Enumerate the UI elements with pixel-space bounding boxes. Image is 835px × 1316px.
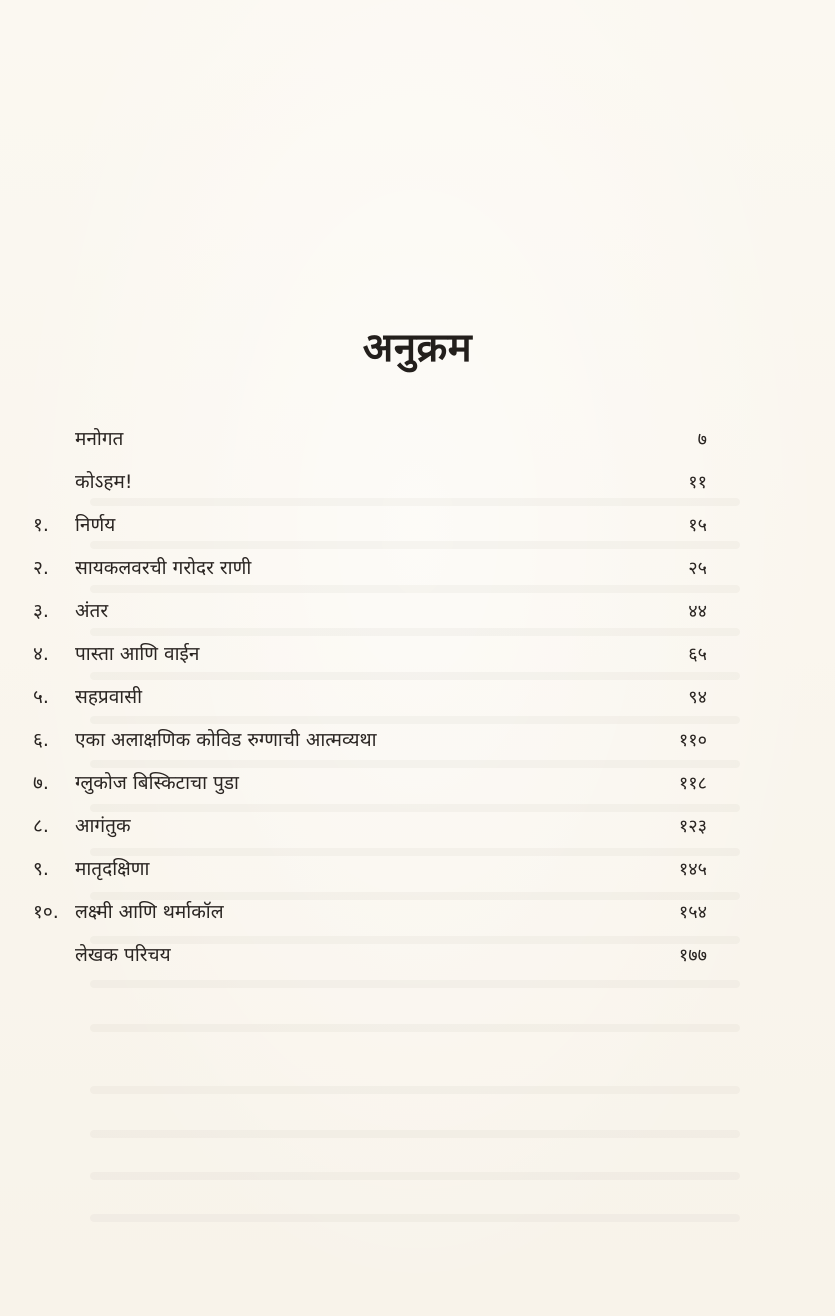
toc-entry-number: ४. [33,643,49,665]
toc-entry-number: २. [33,557,49,579]
toc-entry-number: ३. [33,600,49,622]
toc-entry[interactable] [0,548,835,588]
toc-entry[interactable] [0,677,835,717]
toc-entry-number: ६. [33,729,49,751]
toc-entry-page: १४५ [678,859,707,880]
toc-entry-title: लेखक परिचय [75,944,171,966]
toc-entry-page: ११० [678,730,707,751]
toc-entry[interactable] [0,462,835,502]
toc-entry-page: ९४ [688,687,707,708]
toc-entry[interactable] [0,806,835,846]
show-through-line [90,1130,740,1138]
toc-entry-page: ११८ [678,773,707,794]
toc-entry-number: ७. [33,772,49,794]
toc-entry-title: मातृदक्षिणा [75,858,150,880]
toc-entry-number: ९. [33,858,49,880]
toc-entry-title: ग्लुकोज बिस्किटाचा पुडा [75,772,239,794]
toc-entry[interactable] [0,849,835,889]
toc-entry-title: पास्ता आणि वाईन [75,643,200,665]
toc-entry[interactable] [0,720,835,760]
toc-entry-title: सहप्रवासी [75,686,142,708]
toc-entry-title: मनोगत [75,428,124,450]
toc-entry-page: ६५ [688,644,707,665]
toc-entry[interactable] [0,763,835,803]
toc-entry[interactable] [0,419,835,459]
show-through-line [90,1172,740,1180]
toc-entry-title: निर्णय [75,514,116,536]
toc-entry[interactable] [0,892,835,932]
toc-entry-title: लक्ष्मी आणि थर्माकॉल [75,901,224,923]
toc-entry-page: १५४ [678,902,707,923]
toc-entry-page: १७७ [678,945,707,966]
toc-entry-page: २५ [688,558,707,579]
toc-entry-title: कोऽहम! [75,471,133,493]
toc-entry-title: सायकलवरची गरोदर राणी [75,557,252,579]
toc-entry-number: १०. [33,901,59,923]
toc-entry-title: आगंतुक [75,815,131,837]
show-through-line [90,1086,740,1094]
toc-entry-number: ५. [33,686,49,708]
show-through-line [90,980,740,988]
toc-entry-page: ११ [688,472,707,493]
toc-entry[interactable] [0,505,835,545]
toc-entry-page: १२३ [678,816,707,837]
page-title: अनुक्रम [362,325,473,371]
toc-entry[interactable] [0,935,835,975]
toc-entry[interactable] [0,634,835,674]
show-through-line [90,1024,740,1032]
toc-entry-title: अंतर [75,600,109,622]
show-through-line [90,1214,740,1222]
toc-entry-page: ४४ [688,601,707,622]
toc-entry-title: एका अलाक्षणिक कोविड रुग्णाची आत्मव्यथा [75,729,377,751]
toc-entry-page: ७ [697,429,707,450]
toc-entry-number: १. [33,514,49,536]
toc-entry[interactable] [0,591,835,631]
toc-entry-number: ८. [33,815,49,837]
toc-entry-page: १५ [688,515,707,536]
